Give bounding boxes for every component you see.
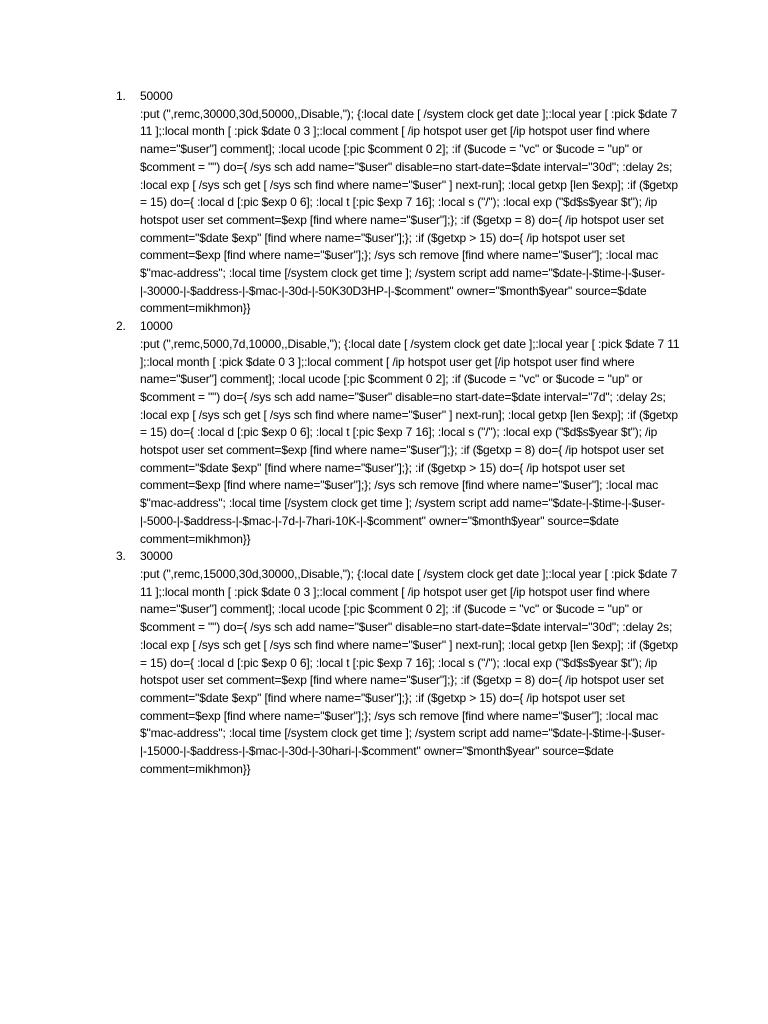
list-item-title: 50000: [140, 89, 173, 103]
list-item: [100, 318, 680, 548]
list-item-number: 1.: [116, 89, 126, 103]
list-item: [100, 548, 680, 778]
list-item-number: 2.: [116, 319, 126, 334]
list-item-title: 10000: [140, 319, 173, 334]
list-item-script: :put (",remc,30000,30d,50000,,Disable,"); {:local date [ /system clock get date ];:local year [ :pick $date 7 11 ];:local month [ :pick $date 0 3 ];:local comment [ /ip hotspot user get [/ip hotspot user find where name="$user"] comment]; :local ucode [:pic $comment 0 2]; :if ($ucode = "vc" or $ucode = "up" or $comment = "") do={ /sys sch add name="$user" disable=no start-date=$date interval="30d"; :delay 2s; :local exp [ /sys sch get [ /sys sch find where name="$user" ] next-run]; :local getxp [len $exp]; :if ($getxp = 15) do={ :local d [:pic $exp 0 6]; :local t [:pic $exp 7 16]; :local s ("/"); :local exp ("$d$s$year $t"); /ip hotspot user set comment=$exp [find where name="$user"];}; :if ($getxp = 8) do={ /ip hotspot user set comment="$date $exp" [find where name="$user"];}; :if ($getxp > 15) do={ /ip hotspot user set comment=$exp [find where name="$user"];}; /sys sch remove [find where name="$user"]; :local mac $"mac-address"; :local time [/system clock get time ]; /system script add name="$date-|-$time-|-$user-|-30000-|-$address-|-$mac-|-30d-|-50K30D3HP-|-$comment" owner="$month$year" source=$date comment=mikhmon}}: [140, 106, 678, 316]
numbered-list: [100, 88, 680, 778]
list-item-number: 3.: [116, 549, 126, 564]
list-item: [100, 88, 680, 318]
list-item-title: 30000: [140, 549, 173, 564]
list-item-script: :put (",remc,5000,7d,10000,,Disable,"); {:local date [ /system clock get date ];:local year [ :pick $date 7 11 ];:local month [ :pick $date 0 3 ];:local comment [ /ip hotspot user get [/ip hotspot user find where name="$user"] comment]; :local ucode [:pic $comment 0 2]; :if ($ucode = "vc" or $ucode = "up" or $comment = "") do={ /sys sch add name="$user" disable=no start-date=$date interval="7d"; :delay 2s; :local exp [ /sys sch get [ /sys sch find where name="$user" ] next-run]; :local getxp [len $exp]; :if ($getxp = 15) do={ :local d [:pic $exp 0 6]; :local t [:pic $exp 7 16]; :local s ("/"); :local exp ("$d$s$year $t"); /ip hotspot user set comment=$exp [find where name="$user"];}; :if ($getxp = 8) do={ /ip hotspot user set comment="$date $exp" [find where name="$user"];}; :if ($getxp > 15) do={ /ip hotspot user set comment=$exp [find where name="$user"];}; /sys sch remove [find where name="$user"]; :local mac $"mac-address"; :local time [/system clock get time ]; /system script add name="$date-|-$time-|-$user-|-5000-|-$address-|-$mac-|-7d-|-7hari-10K-|-$comment" owner="$month$year" source=$date comment=mikhmon}}: [140, 336, 680, 546]
list-item-script: :put (",remc,15000,30d,30000,,Disable,"); {:local date [ /system clock get date ];:local year [ :pick $date 7 11 ];:local month [ :pick $date 0 3 ];:local comment [ /ip hotspot user get [/ip hotspot user find where name="$user"] comment]; :local ucode [:pic $comment 0 2]; :if ($ucode = "vc" or $ucode = "up" or $comment = "") do={ /sys sch add name="$user" disable=no start-date=$date interval="30d"; :delay 2s; :local exp [ /sys sch get [ /sys sch find where name="$user" ] next-run]; :local getxp [len $exp]; :if ($getxp = 15) do={ :local d [:pic $exp 0 6]; :local t [:pic $exp 7 16]; :local s ("/"); :local exp ("$d$s$year $t"); /ip hotspot user set comment=$exp [find where name="$user"];}; :if ($getxp = 8) do={ /ip hotspot user set comment="$date $exp" [find where name="$user"];}; :if ($getxp > 15) do={ /ip hotspot user set comment=$exp [find where name="$user"];}; /sys sch remove [find where name="$user"]; :local mac $"mac-address"; :local time [/system clock get time ]; /system script add name="$date-|-$time-|-$user-|-15000-|-$address-|-$mac-|-30d-|-30hari-|-$comment" owner="$month$year" source=$date comment=mikhmon}}: [140, 566, 678, 776]
